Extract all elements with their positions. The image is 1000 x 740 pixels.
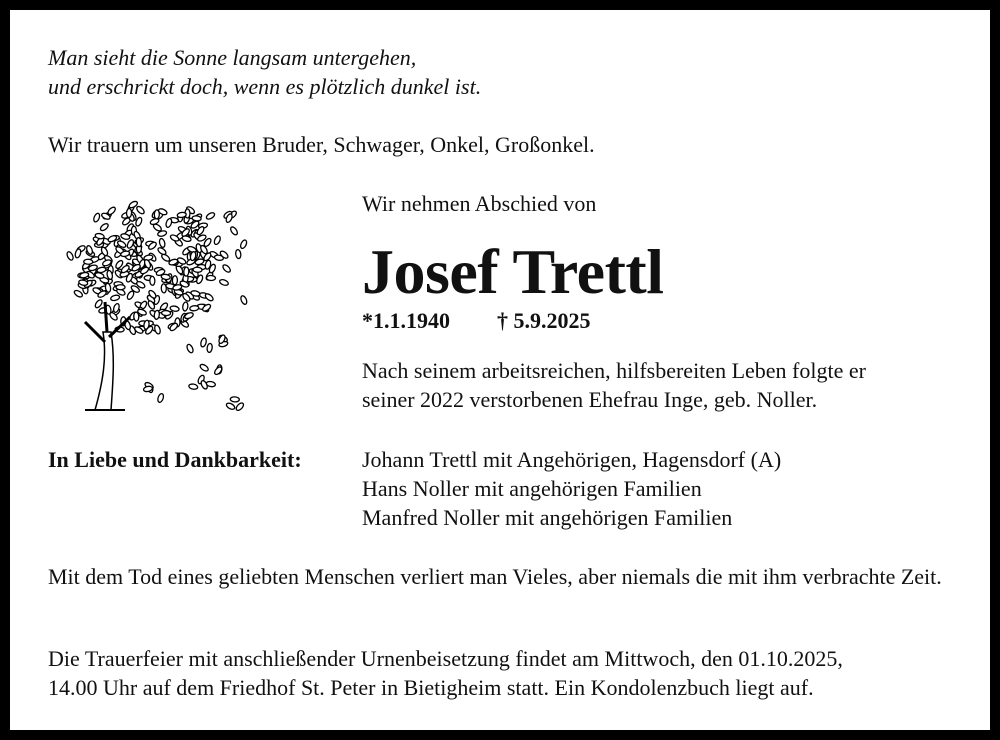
leaf xyxy=(182,302,188,312)
poem-line-2: und erschrickt doch, wenn es plötzlich dunkel ist. xyxy=(48,74,482,99)
leaf xyxy=(154,210,159,219)
leaf xyxy=(161,310,170,315)
leaf xyxy=(186,343,195,353)
death-date: † 5.9.2025 xyxy=(497,308,591,333)
leaf xyxy=(205,211,215,220)
leaf xyxy=(222,264,232,274)
leaf xyxy=(204,293,214,303)
deceased-name: Josef Trettl xyxy=(362,236,664,307)
leaf xyxy=(135,205,145,215)
ceremony-line-2: 14.00 Uhr auf dem Friedhof St. Peter in Bietigheim statt. Ein Kondolenzbuch liegt auf. xyxy=(48,675,814,700)
leaf xyxy=(157,246,167,255)
leaf xyxy=(240,295,248,305)
leaf xyxy=(126,290,135,300)
leaf xyxy=(107,206,117,216)
tree-illustration xyxy=(55,182,255,414)
leaf xyxy=(189,305,199,311)
leaf xyxy=(94,299,103,309)
bio-line-1: Nach seinem arbeitsreichen, hilfsbereiten Leben folgte er xyxy=(362,358,866,383)
leaf xyxy=(188,383,198,389)
leaf xyxy=(235,402,245,412)
leaf xyxy=(225,402,235,411)
leaf xyxy=(154,310,160,320)
leaf xyxy=(200,337,207,347)
leaf xyxy=(219,279,229,287)
mourning-line: Wir trauern um unseren Bruder, Schwager, Onkel, Großonkel. xyxy=(48,132,595,157)
leaf xyxy=(97,267,107,274)
leaf xyxy=(136,237,142,246)
leaf xyxy=(165,218,173,228)
leaf xyxy=(199,363,209,372)
leaf xyxy=(161,274,171,280)
leaf xyxy=(235,249,241,259)
leaf xyxy=(66,251,75,261)
leaf xyxy=(134,312,139,321)
leaf xyxy=(184,312,194,320)
leaf xyxy=(230,397,239,403)
leaf xyxy=(93,212,101,222)
mourner-2: Hans Noller mit angehörigen Familien xyxy=(362,476,702,501)
mourner-1: Johann Trettl mit Angehörigen, Hagensdorf (A) xyxy=(362,447,782,472)
leaf xyxy=(84,259,93,264)
leaf xyxy=(110,294,120,301)
obituary-card xyxy=(10,10,990,730)
leaf xyxy=(213,366,223,376)
ceremony-line-1: Die Trauerfeier mit anschließender Urnenbeisetzung findet am Mittwoch, den 01.10.2025, xyxy=(48,646,843,671)
signoff-label: In Liebe und Dankbarkeit: xyxy=(48,447,302,472)
poem-line-1: Man sieht die Sonne langsam untergehen, xyxy=(48,45,417,70)
birth-date: *1.1.1940 xyxy=(362,308,450,333)
leaf xyxy=(193,267,202,272)
leaf xyxy=(192,215,201,221)
leaf xyxy=(154,324,162,334)
farewell-intro: Wir nehmen Abschied von xyxy=(362,191,597,216)
leaf xyxy=(150,276,155,285)
leaf xyxy=(183,267,189,276)
quote: Mit dem Tod eines geliebten Menschen verliert man Vieles, aber niemals die mit ihm verbrachte Zeit. xyxy=(48,564,942,589)
leaf xyxy=(126,208,131,217)
leaf xyxy=(239,239,247,249)
mourner-3: Manfred Noller mit angehörigen Familien xyxy=(362,505,733,530)
leaf xyxy=(172,276,177,285)
bio-line-2: seiner 2022 verstorbenen Ehefrau Inge, geb. Noller. xyxy=(362,387,818,412)
leaf xyxy=(126,239,135,249)
leaf xyxy=(73,289,83,298)
leaf xyxy=(116,285,125,290)
leaf xyxy=(74,248,81,258)
leaf xyxy=(229,226,238,236)
leaf xyxy=(99,222,109,232)
leaf xyxy=(213,235,221,245)
leaf xyxy=(157,393,165,403)
leaf xyxy=(196,226,205,236)
leaf xyxy=(159,238,166,248)
leaf xyxy=(207,343,213,353)
leaf xyxy=(206,275,215,280)
leaf xyxy=(177,212,187,218)
